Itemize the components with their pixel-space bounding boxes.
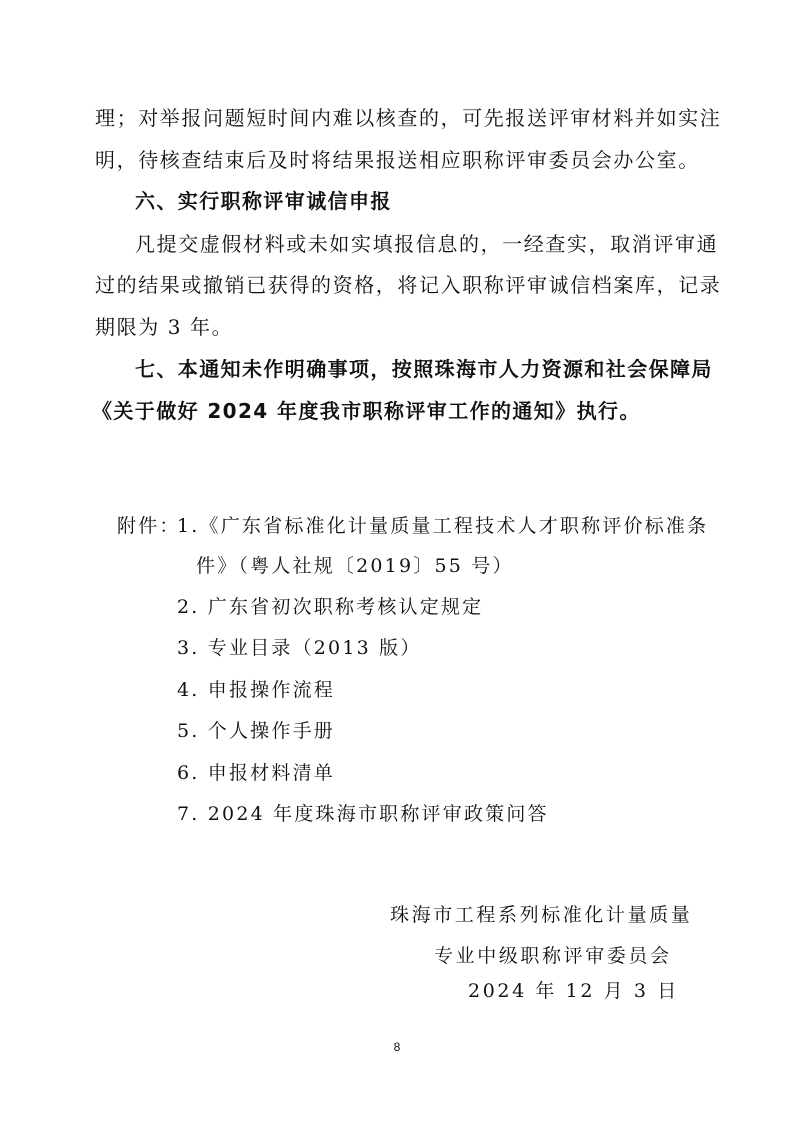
paragraph-continuation-line: 理；对举报问题短时间内难以核查的，可先报送评审材料并如实注 <box>95 106 722 130</box>
section-heading-7: 七、本通知未作明确事项，按照珠海市人力资源和社会保障局 <box>135 357 713 381</box>
paragraph-continuation-line: 明，待核查结束后及时将结果报送相应职称评审委员会办公室。 <box>95 148 700 172</box>
attachment-item-1: 1.《广东省标准化计量质量工程技术人才职称评价标准条 <box>177 515 709 537</box>
attachment-item-6: 6. 申报材料清单 <box>177 762 335 784</box>
attachment-item-5: 5. 个人操作手册 <box>177 720 335 742</box>
attachments-label: 附件： <box>117 515 181 537</box>
attachment-item-3: 3. 专业目录（2013 版） <box>177 637 422 659</box>
signature-org-line-1: 珠海市工程系列标准化计量质量 <box>390 904 693 926</box>
signature-org-line-2: 专业中级职称评审委员会 <box>434 945 672 967</box>
paragraph-line: 期限为 3 年。 <box>95 315 234 339</box>
section-heading-6: 六、实行职称评审诚信申报 <box>135 189 392 213</box>
attachment-item-2: 2. 广东省初次职称考核认定规定 <box>177 596 484 618</box>
signature-date: 2024 年 12 月 3 日 <box>468 980 679 1002</box>
attachment-item-1-continuation: 件》（粤人社规〔2019〕55 号） <box>196 555 514 577</box>
attachment-item-4: 4. 申报操作流程 <box>177 679 335 701</box>
paragraph-line: 过的结果或撤销已获得的资格，将记入职称评审诚信档案库，记录 <box>95 273 722 297</box>
attachment-item-7: 7. 2024 年度珠海市职称评审政策问答 <box>177 803 549 825</box>
paragraph-line: 凡提交虚假材料或未如实填报信息的，一经查实，取消评审通 <box>135 232 719 256</box>
page-number: 8 <box>393 1040 401 1054</box>
section-heading-7-continuation: 《关于做好 2024 年度我市职称评审工作的通知》执行。 <box>92 399 641 423</box>
